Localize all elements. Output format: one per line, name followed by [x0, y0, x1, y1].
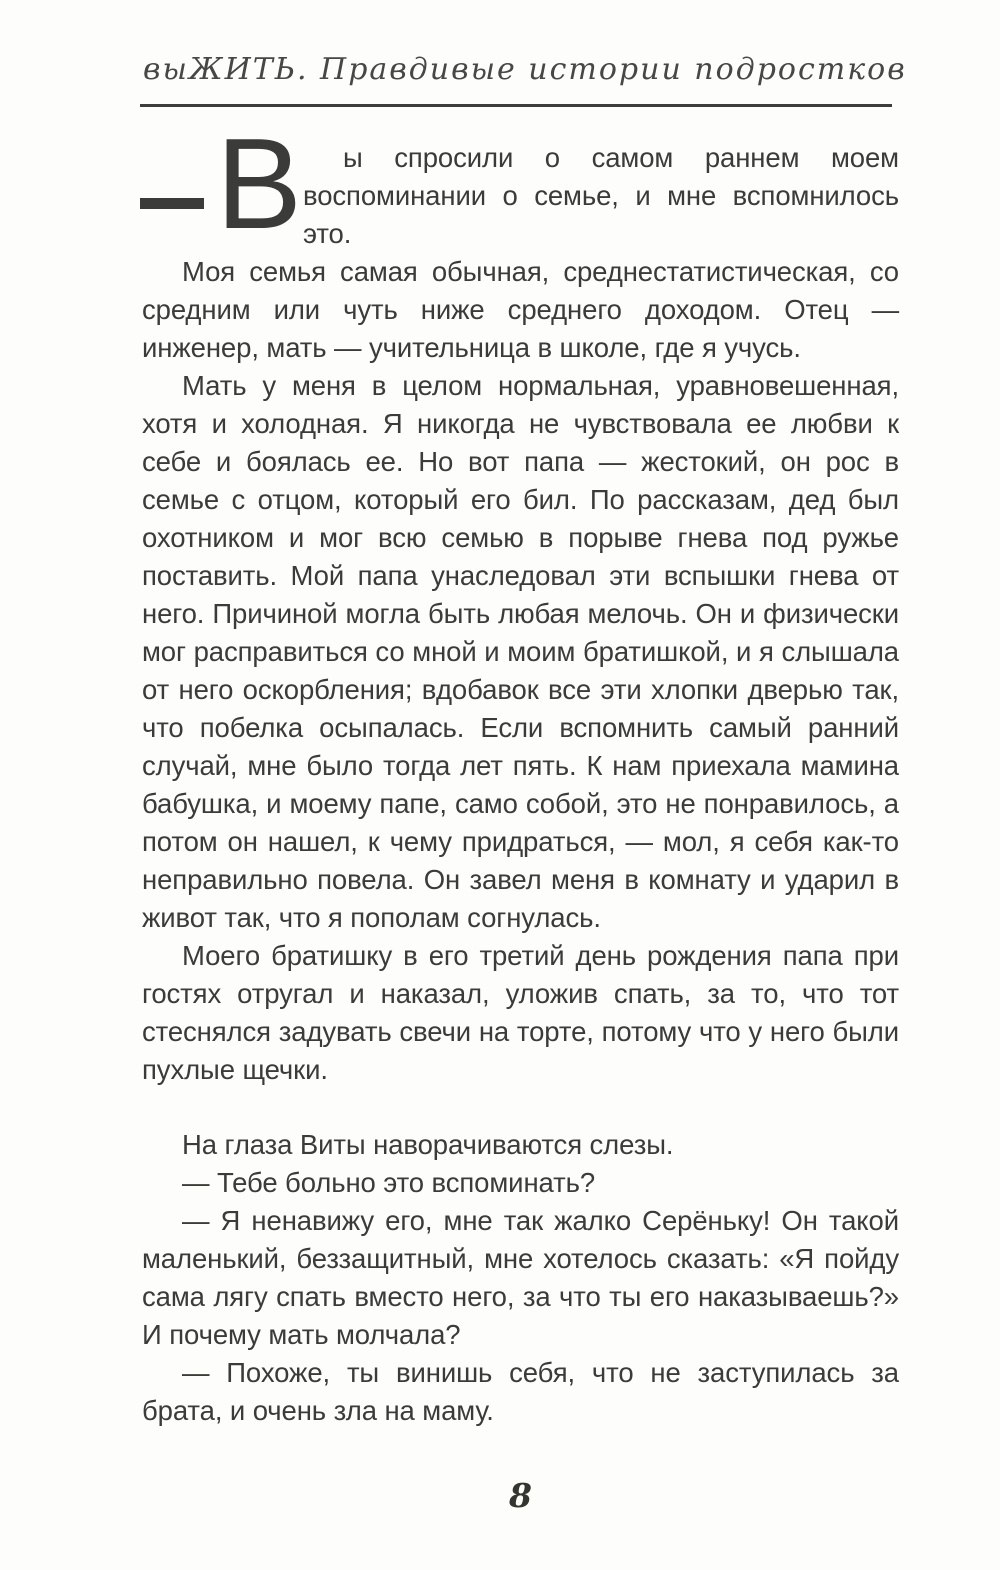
paragraph: Моего братишку в его третий день рождения папа при гостях отругал и наказал, уложив спать, за то, что тот стеснялся задувать свечи на торте, потому что у него были пухлые щечки.	[142, 940, 899, 1085]
page-number: 8	[509, 1476, 532, 1515]
paragraph: На глаза Виты наворачиваются слезы.	[182, 1129, 674, 1160]
dialogue-dash	[140, 198, 204, 209]
dropcap-letter: В	[216, 112, 302, 256]
paragraph: — Похоже, ты винишь себя, что не заступилась за брата, и очень зла на маму.	[142, 1357, 899, 1426]
paragraph: Моя семья самая обычная, среднестатистическая, со средним или чуть ниже среднего доходом. Отец — инженер, мать — учительница в школе, где я учусь.	[142, 256, 899, 363]
running-head-title: выЖИТЬ. Правдивые истории подростков	[143, 52, 907, 87]
page-body	[142, 112, 899, 1430]
paragraph: — Я ненавижу его, мне так жалко Серёньку! Он такой маленький, беззащитный, мне хотелось сказать: «Я пойду сама лягу спать вместо него, за что ты его наказываешь?» И почему мать молчала?	[142, 1205, 899, 1350]
header-rule	[140, 104, 892, 107]
paragraph: — Тебе больно это вспоминать?	[182, 1167, 596, 1198]
paragraph: Мать у меня в целом нормальная, уравновешенная, хотя и холодная. Я никогда не чувствовала ее любви к себе и боялась ее. Но вот папа — жестокий, он рос в семье с отцом, который его бил. По рассказам, дед был охотником и мог всю семью в порыве гнева под ружье поставить. Мой папа унаследовал эти вспышки гнева от него. Причиной могла быть любая мелочь. Он и физически мог расправиться со мной и моим братишкой, и я слышала от него оскорбления; вдобавок все эти хлопки дверью так, что побелка осыпалась. Если вспомнить самый ранний случай, мне было тогда лет пять. К нам приехала мамина бабушка, и моему папе, само собой, это не понравилось, а потом он нашел, к чему придраться, — мол, я себя как-то неправильно повела. Он завел меня в комнату и ударил в живот так, что я пополам согнулась.	[142, 370, 899, 933]
dropcap-block	[142, 112, 303, 256]
paragraph: ы спросили о самом раннем моем воспоминании о семье, и мне вспомнилось это.	[303, 142, 899, 249]
